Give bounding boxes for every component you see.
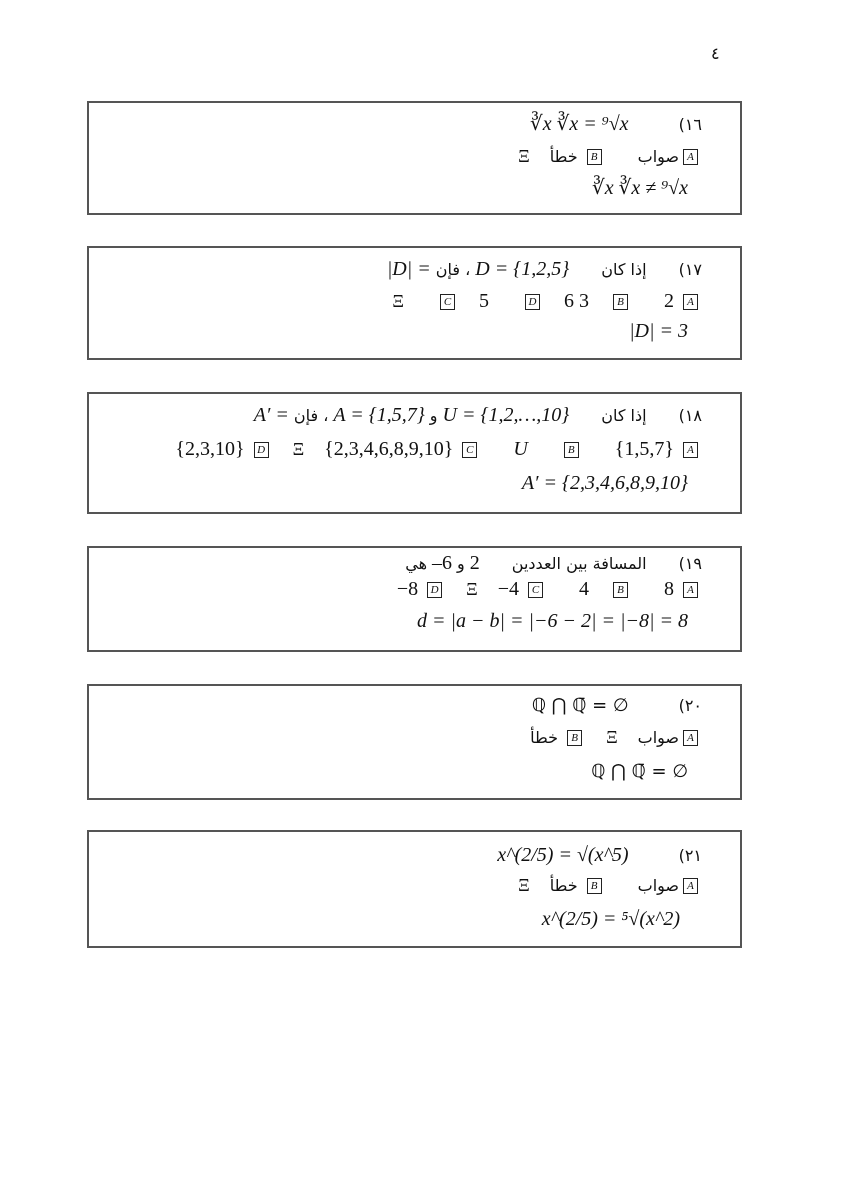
q17-connector: ، فإن [435,260,471,279]
question-17-box [87,246,742,360]
q18-option-c-value: {2,3,4,6,8,9,10} [324,438,454,460]
q16-solution-line [592,175,688,201]
q17-answer-mark: Ξ [392,291,404,311]
q20-option-a-box[interactable]: A [683,730,698,746]
q20-option-b-box[interactable]: B [567,730,582,746]
q17-stem-line [387,256,702,283]
q21-stem: x^(2/5) = √(x^5) [497,844,629,866]
q20-answer-mark: Ξ [606,727,618,747]
q18-target: A′ = [253,404,289,426]
q21-options-line [518,872,702,899]
q18-option-c-box[interactable]: C [462,442,477,458]
q19-option-a-box[interactable]: A [683,582,698,598]
q17-option-c-value: 5 [479,290,489,312]
q18-stem-line [254,402,702,429]
q21-solution: x^(2/5) = ⁵√(x^2) [541,908,680,930]
q16-number: ١٦) [678,115,702,134]
q19-option-b-value: 4 [579,578,589,600]
q16-option-a-box[interactable]: A [683,149,698,165]
q17-option-c-box[interactable]: C [440,294,455,310]
q19-options-line [397,576,702,602]
q17-set-definition: D = {1,2,5} [475,258,570,280]
q19-option-a-value: 8 [664,578,674,600]
q20-stem-line [532,692,702,719]
q17-option-b-box[interactable]: B [613,294,628,310]
q20-solution-line [591,758,688,785]
question-20-box [87,684,742,800]
q18-option-d-value: {2,3,10} [175,438,245,460]
q18-option-d-box[interactable]: D [254,442,269,458]
q17-options-line [392,288,702,314]
q16-solution: ∛x ∛x ≠ ⁹√x [591,177,688,199]
q18-option-a-value: {1,5,7} [614,438,674,460]
q20-number: ٢٠) [678,696,702,715]
q16-option-b-box[interactable]: B [587,149,602,165]
q17-option-b-value: 3 [579,290,589,312]
q18-and: و [429,406,438,425]
q18-answer-mark: Ξ [292,439,305,459]
q18-options-line [175,436,702,462]
q21-number: ٢١) [678,846,702,865]
q19-stem-line [405,550,702,577]
q16-option-a-text: صواب [637,147,679,166]
question-16-box [87,101,742,215]
q21-option-a-text: صواب [637,876,679,895]
q16-stem: ∛x ∛x = ⁹√x [530,113,629,135]
q18-option-b-value: U [513,438,528,460]
q19-answer-mark: Ξ [466,579,478,599]
q18-option-b-box[interactable]: B [564,442,579,458]
q21-solution-line [542,906,680,932]
q17-option-d-box[interactable]: D [525,294,540,310]
q19-option-d-value: −8 [396,578,419,600]
q17-solution-line [629,318,688,344]
q18-solution: A′ = {2,3,4,6,8,9,10} [521,472,688,494]
q21-answer-mark: Ξ [518,875,530,895]
q20-options-line [530,724,702,751]
q18-solution-line [522,470,688,496]
q18-universal-set: U = {1,2,…,10} [442,404,570,426]
question-18-box [87,392,742,514]
q17-option-d-value: 6 [564,290,574,312]
q21-option-b-text: خطأ [549,876,578,895]
q19-number-1: 2 [469,552,480,574]
q21-option-a-box[interactable]: A [683,878,698,894]
q19-number: ١٩) [678,554,702,573]
question-21-box [87,830,742,948]
q16-answer-mark: Ξ [518,146,530,166]
q18-option-a-box[interactable]: A [683,442,698,458]
q18-connector: ، فإن [293,406,329,425]
q19-option-c-box[interactable]: C [528,582,543,598]
q17-option-a-box[interactable]: A [683,294,698,310]
question-19-box [87,546,742,652]
q19-option-b-box[interactable]: B [613,582,628,598]
q17-number: ١٧) [678,260,702,279]
q18-prefix: إذا كان [601,406,647,425]
q21-option-b-box[interactable]: B [587,878,602,894]
q19-is: هي [405,554,428,573]
q16-option-b-text: خطأ [549,147,578,166]
q19-option-c-value: −4 [497,578,519,600]
q20-option-a-text: صواب [637,728,679,747]
q17-option-a-value: 2 [664,290,674,312]
q19-solution: d = |a − b| = |−6 − 2| = |−8| = 8 [417,610,688,632]
q20-solution: ℚ ⋂ ℚ̄ = ∅ [591,761,688,782]
q19-solution-line [417,608,688,634]
q16-options-line [518,143,702,170]
q21-stem-line [497,842,702,869]
q16-stem-line [530,111,702,138]
q17-solution: |D| = 3 [629,320,688,342]
q19-option-d-box[interactable]: D [427,582,442,598]
q18-set-a: A = {1,5,7} [333,404,425,426]
q19-and: و [457,554,465,573]
q17-target: |D| = [386,258,431,280]
q19-number-2: 6– [432,552,453,574]
q20-stem: ℚ ⋂ ℚ̄ = ∅ [531,695,629,716]
page-number: ٤ [711,44,720,63]
q18-number: ١٨) [678,406,702,425]
q17-prefix: إذا كان [601,260,647,279]
q20-option-b-text: خطأ [530,728,559,747]
q19-stem-text: المسافة بين العددين [511,554,647,573]
